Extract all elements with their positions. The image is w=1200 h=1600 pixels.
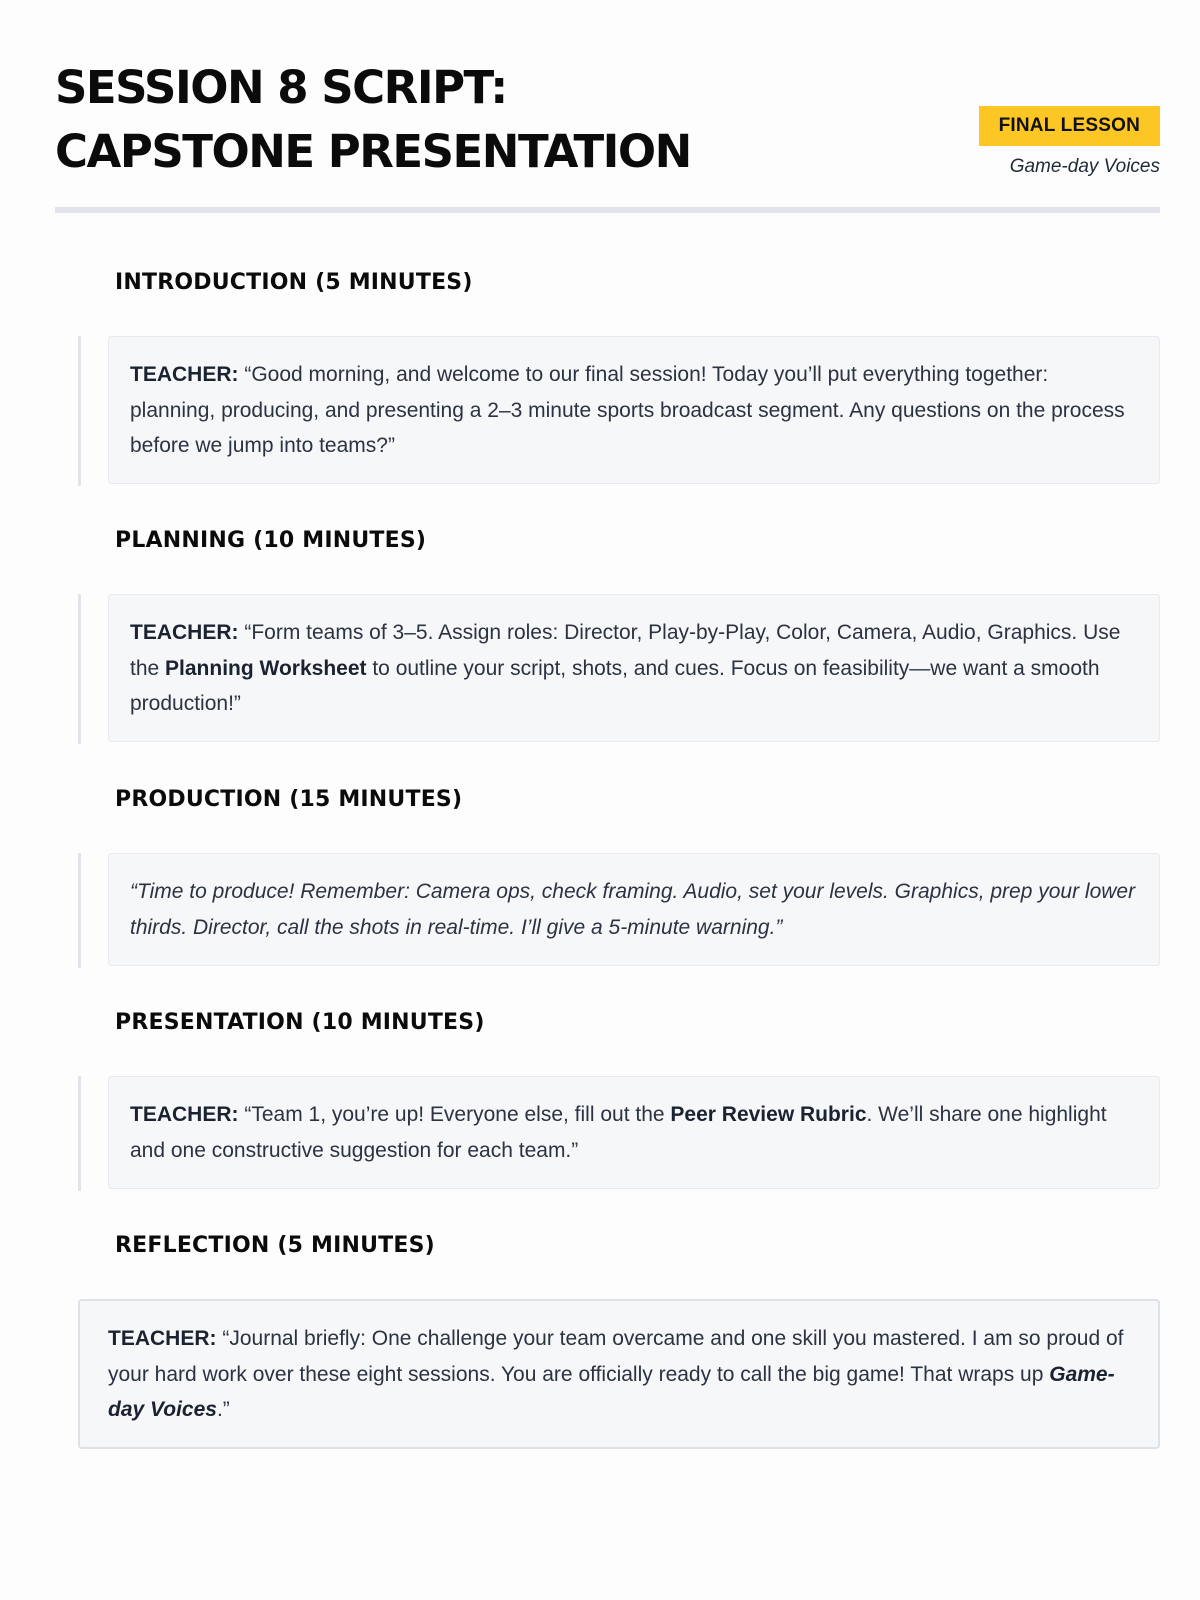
badge-group — [979, 106, 1160, 178]
speaker-label: TEACHER: — [130, 621, 239, 644]
section-heading: PLANNING (10 MINUTES) — [115, 528, 427, 553]
section-heading: INTRODUCTION (5 MINUTES) — [115, 270, 473, 295]
script-text: “Form teams of 3–5. Assign roles: Director, Play-by-Play, Color, Camera, Audio, Graphics. Use the — [130, 621, 1121, 680]
script-text: “Journal briefly: One challenge your team overcame and one skill you mastered. I am so proud of your hard work over these eight sessions. You are officially ready to call the big game! That wraps up — [108, 1327, 1124, 1386]
section-production — [55, 787, 1160, 967]
section-introduction — [55, 270, 1160, 485]
script-box — [108, 1076, 1160, 1189]
section-heading: PRESENTATION (10 MINUTES) — [115, 1010, 485, 1035]
speaker-label: TEACHER: — [130, 1103, 239, 1126]
section-heading: PRODUCTION (15 MINUTES) — [115, 787, 463, 812]
section-presentation — [55, 1010, 1160, 1190]
title-line-2: CAPSTONE PRESENTATION — [55, 125, 691, 178]
section-heading: REFLECTION (5 MINUTES) — [115, 1233, 435, 1258]
quote-rail — [78, 1076, 81, 1191]
script-box — [108, 594, 1160, 742]
speaker-label: TEACHER: — [130, 363, 239, 386]
script-text: . We’ll share one highlight and one constructive suggestion for each team.” — [130, 1103, 1107, 1162]
script-text: “Team 1, you’re up! Everyone else, fill out the — [244, 1103, 671, 1126]
script-text: to outline your script, shots, and cues. Focus on feasibility—we want a smooth production!” — [130, 656, 1100, 715]
script-text: “Good morning, and welcome to our final session! Today you’ll put everything together: planning, producing, and presenting a 2–3 minute sports broadcast segment. Any questions on the process before we jump into teams?” — [130, 363, 1125, 457]
speaker-label: TEACHER: — [108, 1327, 217, 1350]
title-line-1: SESSION 8 SCRIPT: — [55, 61, 507, 114]
section-planning — [55, 528, 1160, 743]
header — [55, 56, 1160, 188]
peer-review-rubric-ref: Peer Review Rubric — [670, 1103, 867, 1126]
header-divider — [55, 207, 1160, 213]
script-text: “Time to produce! Remember: Camera ops, check framing. Audio, set your levels. Graphics, prep your lower thirds. Director, call the shots in real-time. I’ll give a 5-minute warning.” — [130, 880, 1136, 939]
series-title-ref: Game-day Voices — [108, 1362, 1115, 1421]
section-reflection — [55, 1233, 1160, 1448]
quote-rail — [78, 853, 81, 968]
planning-worksheet-ref: Planning Worksheet — [165, 656, 367, 680]
script-box — [78, 1299, 1160, 1449]
quote-rail — [78, 336, 81, 486]
script-box — [108, 853, 1160, 966]
series-name: Game-day Voices — [1009, 156, 1160, 177]
final-lesson-badge: FINAL LESSON — [979, 106, 1160, 146]
script-text: .” — [216, 1398, 230, 1421]
script-box — [108, 336, 1160, 484]
quote-rail — [78, 594, 81, 744]
